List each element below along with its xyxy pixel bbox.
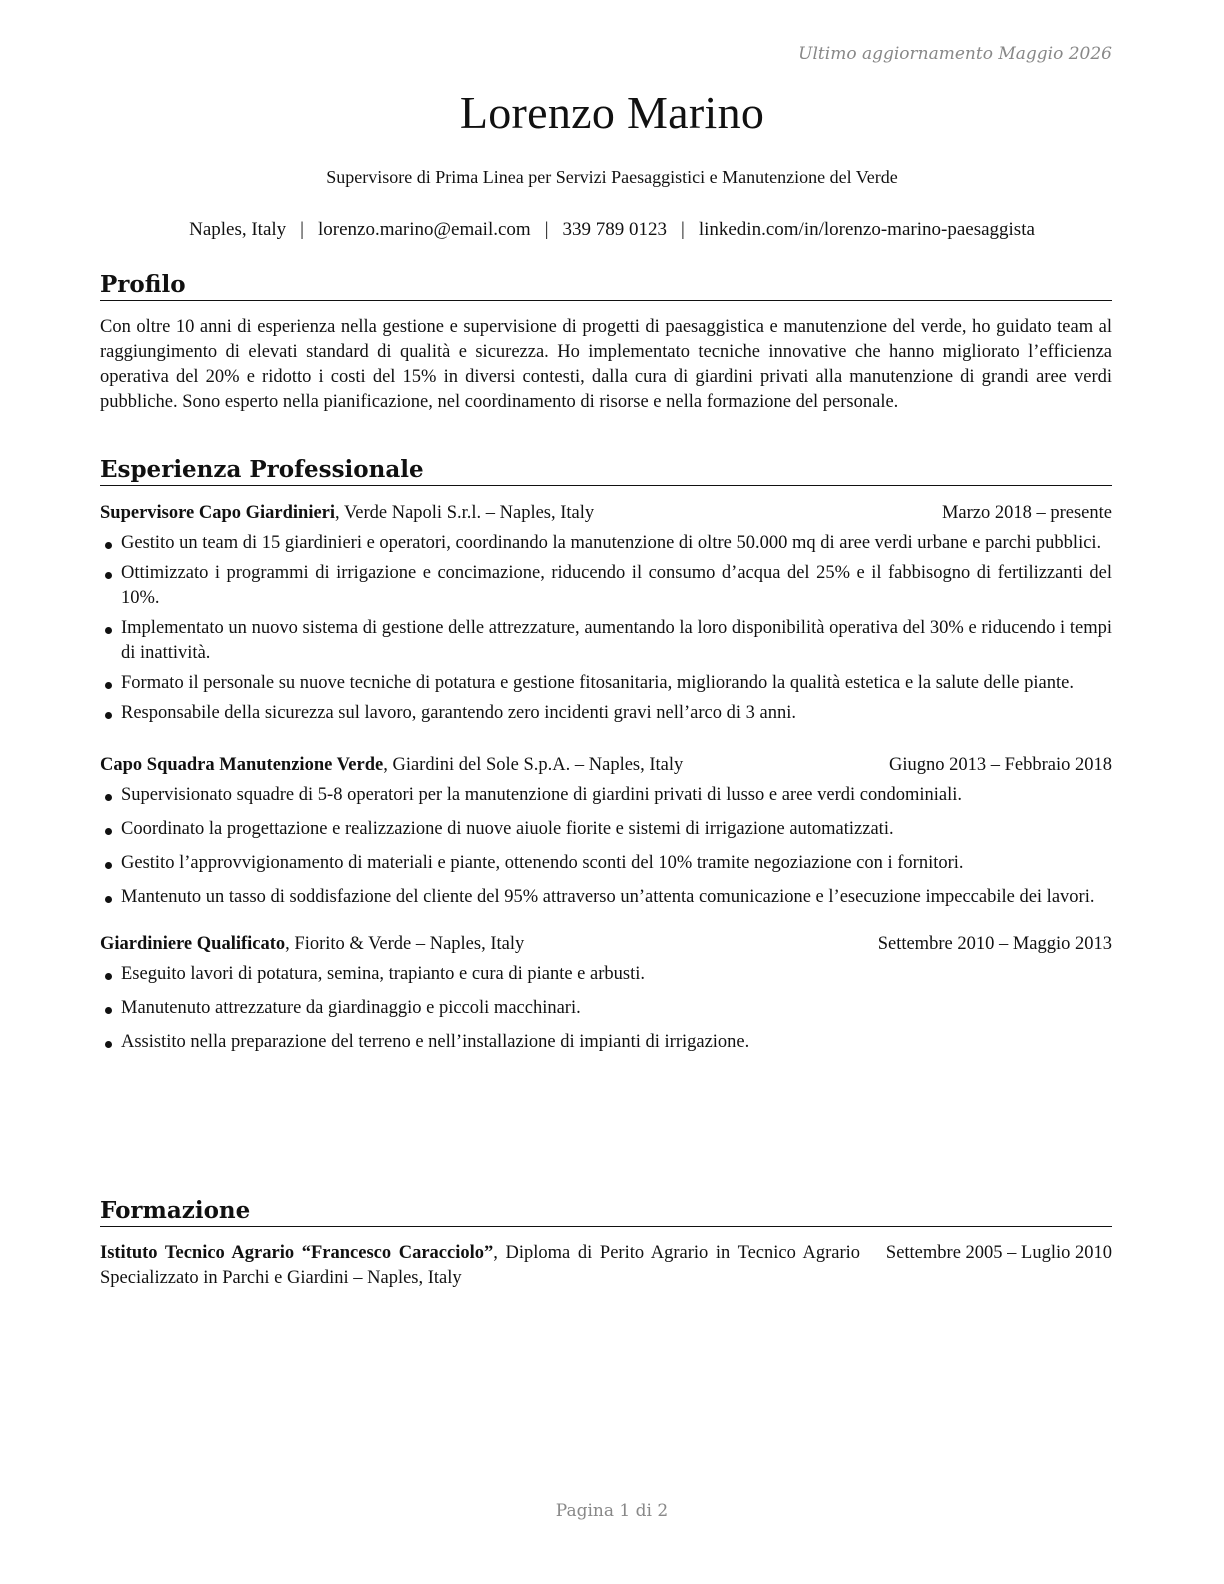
bullet-item: Manutenuto attrezzature da giardinaggio e piccoli macchinari. [100,996,1112,1021]
education-dates: Settembre 2005 – Luglio 2010 [885,1243,1112,1263]
bullet-item: Formato il personale su nuove tecniche di potatura e gestione fitosanitaria, migliorando la qualità estetica e la salute delle piante. [100,671,1112,696]
education-detail: , Diploma di Perito Agrario in Tecnico Agrario Specializzato in Parchi e Giardini – Naples, Italy [100,1243,860,1288]
contact-linkedin-link[interactable]: linkedin.com/in/lorenzo-marino-paesaggista [698,219,1035,240]
job-company: , Giardini del Sole S.p.A. – Naples, Italy [383,755,684,775]
bullet-item: Gestito un team di 15 giardinieri e operatori, coordinando la manutenzione di oltre 50.000 mq di aree verdi urbane e parchi pubblici. [100,531,1112,556]
job-dates: Marzo 2018 – presente [941,503,1112,523]
job-header [100,753,1112,778]
education-school: Istituto Tecnico Agrario “Francesco Caracciolo” [100,1243,494,1263]
bullet-item: Implementato un nuovo sistema di gestione delle attrezzature, aumentando la loro disponibilità operativa del 30% e riducendo i tempi di inattività. [100,616,1112,666]
job-bullets [100,962,1112,1055]
experience-section [100,456,1112,1055]
job-header [100,501,1112,526]
contact-email-link[interactable]: lorenzo.marino@email.com [317,219,531,240]
education-entry [100,1241,1112,1291]
job-role: Capo Squadra Manutenzione Verde [100,755,384,775]
bullet-item: Ottimizzato i programmi di irrigazione e concimazione, riducendo il consumo d’acqua del 25% e il fabbisogno di fertilizzanti del 10%. [100,561,1112,611]
bullet-item: Gestito l’approvvigionamento di materiali e piante, ottenendo sconti del 10% tramite negoziazione con i fornitori. [100,851,1112,876]
bullet-item: Supervisionato squadre di 5-8 operatori per la manutenzione di giardini privati di lusso e aree verdi condominiali. [100,783,1112,808]
bullet-item: Coordinato la progettazione e realizzazione di nuove aiuole fiorite e sistemi di irrigazione automatizzati. [100,817,1112,842]
candidate-name: Lorenzo Marino [459,87,765,138]
bullet-item: Responsabile della sicurezza sul lavoro, garantendo zero incidenti gravi nell’arco di 3 anni. [100,701,1112,726]
job-company: , Fiorito & Verde – Naples, Italy [285,934,525,954]
job-bullets [100,783,1112,910]
job-entry [100,753,1112,910]
job-entry [100,932,1112,1055]
section-title-profile: Profilo [100,271,1112,301]
job-entry [100,501,1112,726]
contact-separator: | [300,219,304,240]
profile-text: Con oltre 10 anni di esperienza nella gestione e supervisione di progetti di paesaggistica e manutenzione del verde, ho guidato team al raggiungimento di elevati standard di qualità e sicurezza. Ho implementato tecniche innovative che hanno migliorato l’efficienza operativa del 20% e ridotto i costi del 15% in diversi contesti, dalla cura di giardini privati alla manutenzione di grandi aree verdi pubbliche. Sono esperto nella pianificazione, nel coordinamento di risorse e nella formazione del personale. [100,317,1112,412]
job-dates: Settembre 2010 – Maggio 2013 [877,934,1112,954]
bullet-item: Mantenuto un tasso di soddisfazione del cliente del 95% attraverso un’attenta comunicazione e l’esecuzione impeccabile dei lavori. [100,885,1112,910]
job-role: Supervisore Capo Giardinieri [100,503,336,523]
job-dates: Giugno 2013 – Febbraio 2018 [888,755,1112,775]
section-title-experience: Esperienza Professionale [100,456,1112,486]
profile-section [100,271,1112,415]
education-section [100,1197,1112,1291]
section-title-education: Formazione [100,1197,1112,1227]
page-number: Pagina 1 di 2 [555,1501,669,1521]
contact-bar [0,219,1224,241]
job-header [100,932,1112,957]
contact-location: Naples, Italy [189,219,287,240]
bullet-item: Eseguito lavori di potatura, semina, trapianto e cura di piante e arbusti. [100,962,1112,987]
contact-separator: | [681,219,685,240]
contact-phone: 339 789 0123 [562,219,667,240]
last-updated: Ultimo aggiornamento Maggio 2026 [798,44,1112,64]
job-role: Giardiniere Qualificato [100,934,286,954]
bullet-item: Assistito nella preparazione del terreno e nell’installazione di impianti di irrigazione. [100,1030,1112,1055]
job-bullets [100,531,1112,726]
candidate-headline: Supervisore di Prima Linea per Servizi Paesaggistici e Manutenzione del Verde [326,167,898,187]
job-company: , Verde Napoli S.r.l. – Naples, Italy [335,503,595,523]
contact-separator: | [544,219,549,240]
